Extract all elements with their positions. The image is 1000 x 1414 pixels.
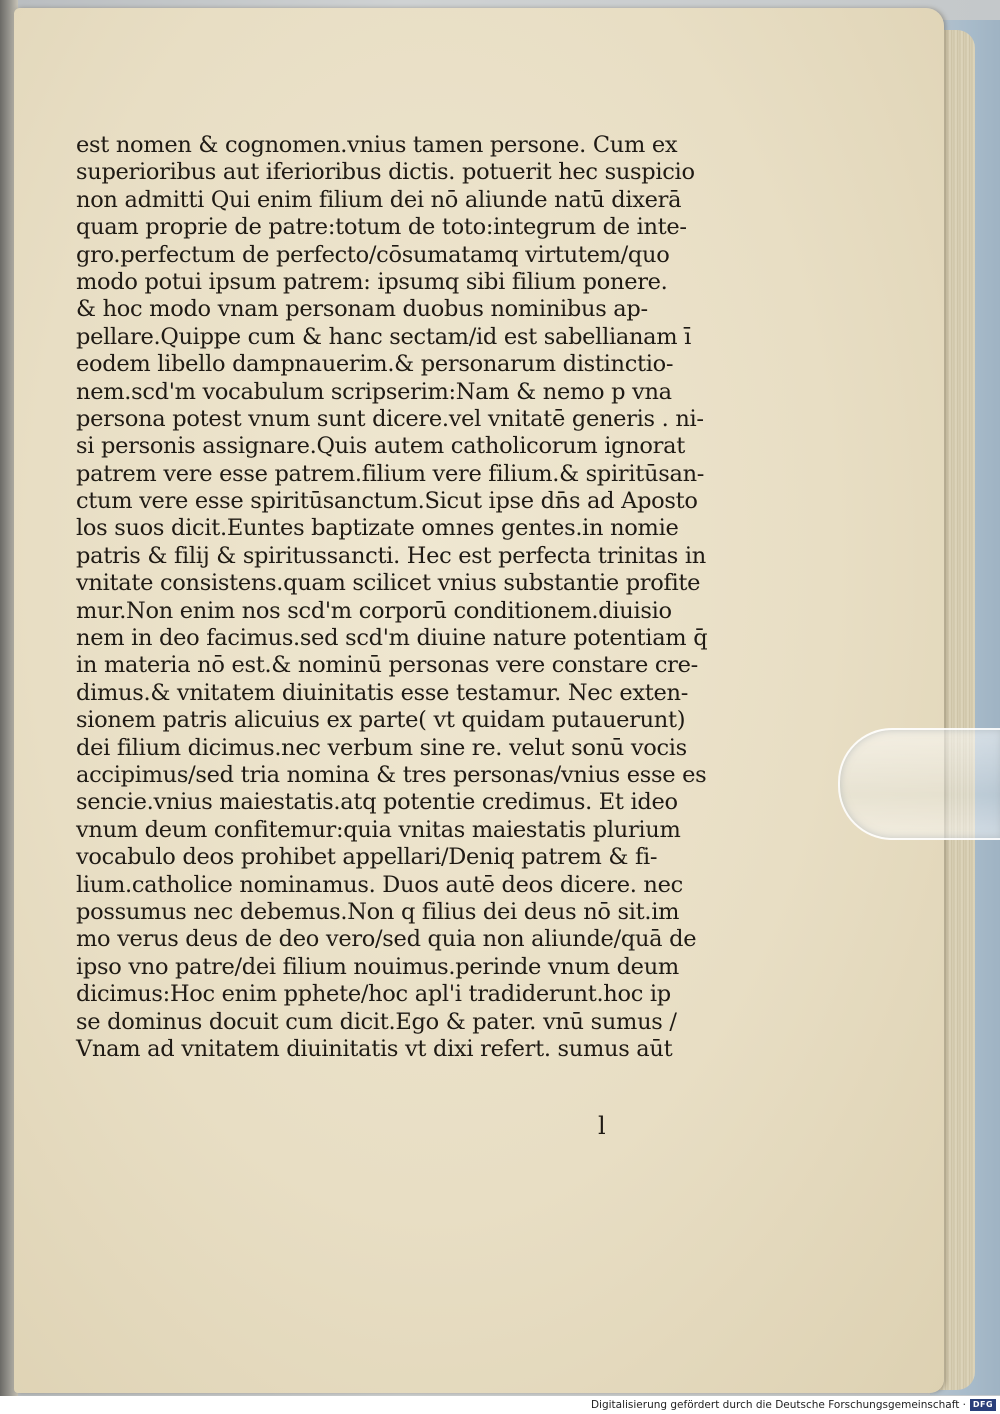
- page-holder-clip: [838, 728, 1000, 840]
- text-line: se dominus docuit cum dicit.Ego & pater. vnū sumus /: [76, 1008, 677, 1035]
- text-line: los suos dicit.Euntes baptizate omnes gentes.in nomie: [76, 515, 679, 542]
- footer-bar: [0, 1396, 1000, 1414]
- text-line: dicimus:Hoc enim pphete/hoc apl'i tradiderunt.hoc ip: [76, 981, 671, 1008]
- text-line: patrem vere esse patrem.filium vere filium.& spiritūsan-: [76, 460, 705, 487]
- text-line: dimus.& vnitatem diuinitatis esse testamur. Nec exten-: [76, 679, 689, 706]
- text-line: pellare.Quippe cum & hanc sectam/id est sabellianam ī: [76, 323, 692, 350]
- text-line: lium.catholice nominamus. Duos autē deos dicere. nec: [76, 871, 683, 898]
- text-line: ctum vere esse spiritūsanctum.Sicut ipse dn̄s ad Aposto: [76, 488, 698, 515]
- text-line: ipso vno patre/dei filium nouimus.perinde vnum deum: [76, 953, 679, 980]
- text-line: dei filium dicimus.nec verbum sine re. velut sonū vocis: [76, 734, 687, 761]
- text-line: mo verus deus de deo vero/sed quia non aliunde/quā de: [76, 926, 697, 953]
- digitization-credit: Digitalisierung gefördert durch die Deutsche Forschungsgemeinschaft ·: [590, 1399, 966, 1411]
- text-line: sionem patris alicuius ex parte( vt quidam putauerunt): [76, 707, 686, 734]
- text-line: si personis assignare.Quis autem catholicorum ignorat: [76, 433, 685, 460]
- text-line: vocabulo deos prohibet appellari/Deniq patrem & fi-: [76, 844, 658, 871]
- text-line: quam proprie de patre:totum de toto:integrum de inte-: [76, 214, 687, 241]
- text-line: vnitate consistens.quam scilicet vnius substantie profite: [76, 570, 701, 597]
- text-line: nem in deo facimus.sed scd'm diuine nature potentiam q̄: [76, 625, 708, 652]
- dfg-logo-icon: DFG: [970, 1399, 996, 1411]
- text-line: vnum deum confitemur:quia vnitas maiestatis plurium: [76, 816, 681, 843]
- text-line: non admitti Qui enim filium dei nō aliunde natū dixerā: [76, 186, 682, 213]
- text-line: mur.Non enim nos scd'm corporū conditionem.diuisio: [76, 597, 672, 624]
- text-line: possumus nec debemus.Non q filius dei deus nō sit.im: [76, 898, 680, 925]
- text-line: modo potui ipsum patrem: ipsumq sibi filium ponere.: [76, 268, 668, 295]
- text-line: accipimus/sed tria nomina & tres personas/vnius esse es: [76, 761, 707, 788]
- incunable-text-block: [76, 132, 706, 1063]
- text-line: eodem libello dampnauerim.& personarum distinctio-: [76, 351, 674, 378]
- text-line: & hoc modo vnam personam duobus nominibus ap-: [76, 296, 648, 323]
- text-line: sencie.vnius maiestatis.atq potentie credimus. Et ideo: [76, 789, 678, 816]
- text-line: patris & filij & spiritussancti. Hec est perfecta trinitas in: [76, 542, 706, 569]
- text-line: nem.scd'm vocabulum scripserim:Nam & nemo p vna: [76, 378, 672, 405]
- folio-mark: l: [598, 1112, 606, 1140]
- text-line: in materia nō est.& nominū personas vere constare cre-: [76, 652, 698, 679]
- text-line: est nomen & cognomen.vnius tamen persone. Cum ex: [76, 132, 678, 158]
- text-line: superioribus aut iferioribus dictis. potuerit hec suspicio: [76, 159, 695, 186]
- text-line: gro.perfectum de perfecto/cōsumatamq virtutem/quo: [76, 241, 670, 268]
- text-line: Vnam ad vnitatem diuinitatis vt dixi refert. sumus aūt: [76, 1035, 673, 1062]
- text-line: persona potest vnum sunt dicere.vel vnitatē generis . ni-: [76, 405, 704, 432]
